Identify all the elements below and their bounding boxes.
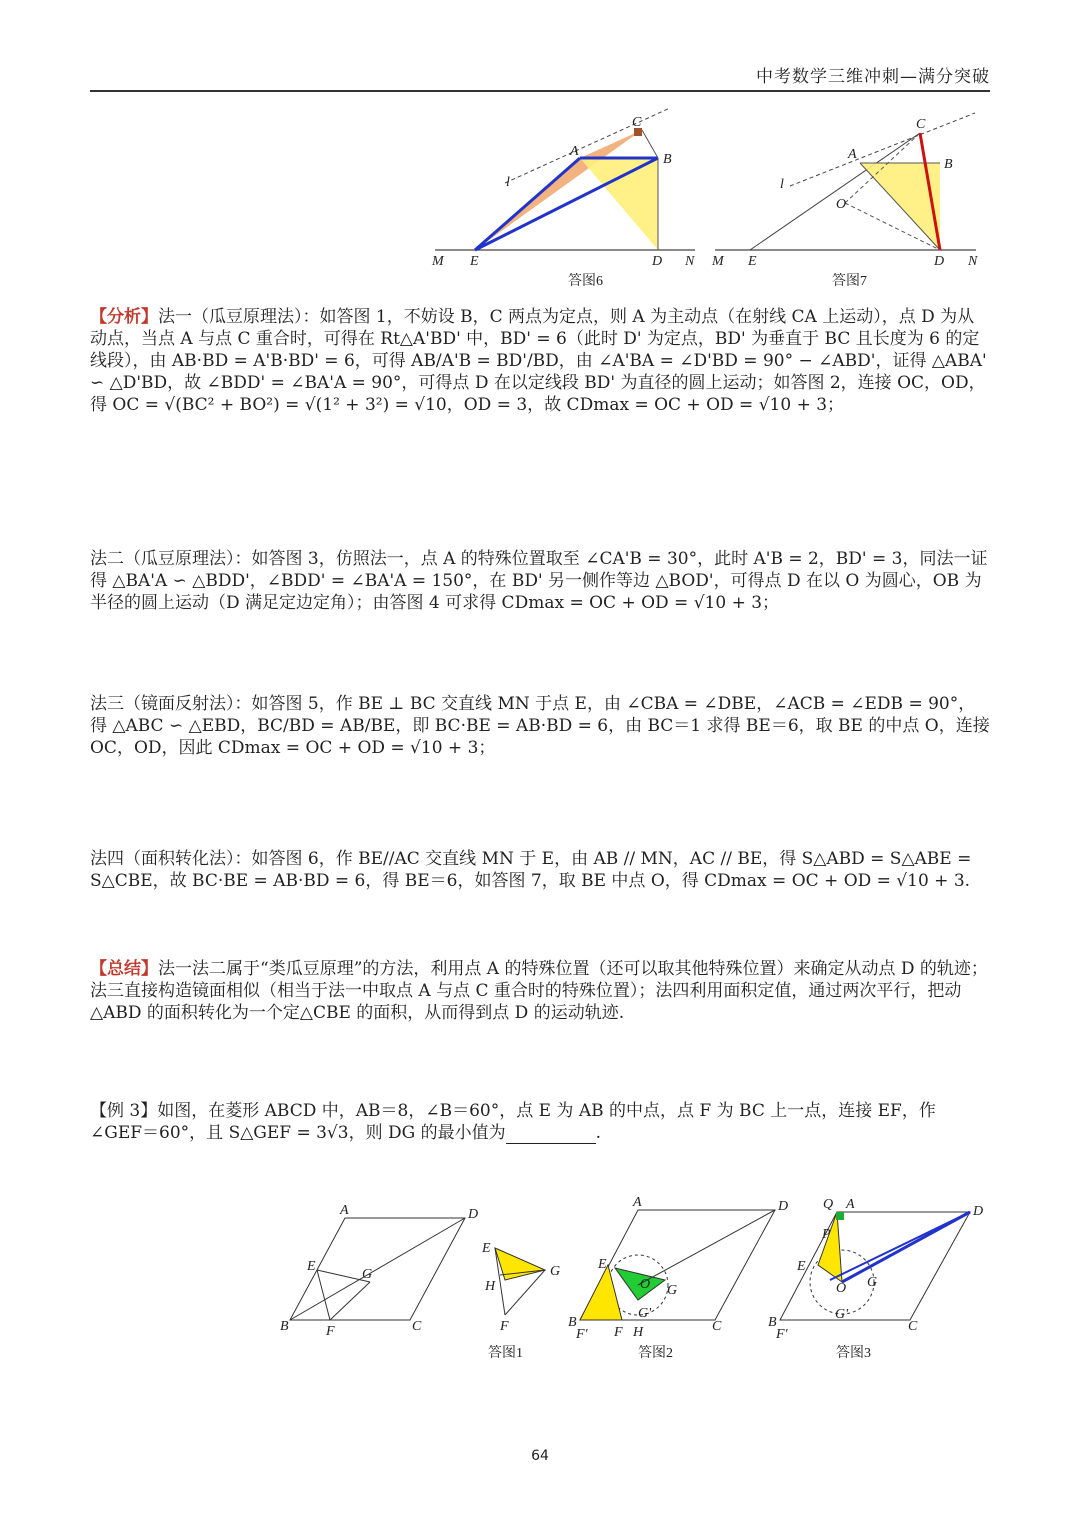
figure-answer-3: [768, 1197, 983, 1361]
svg-text:G': G': [835, 1307, 849, 1322]
figure-main: [280, 1203, 478, 1339]
svg-text:A: A: [340, 1203, 349, 1218]
caption-answer3: 答图3: [836, 1346, 871, 1361]
svg-text:B: B: [568, 1315, 577, 1330]
svg-text:D: D: [973, 1204, 984, 1219]
svg-text:B: B: [280, 1319, 289, 1334]
analysis-method-1: [90, 306, 990, 416]
svg-text:H: H: [633, 1325, 644, 1340]
svg-text:D: D: [468, 1207, 479, 1222]
svg-text:D: D: [934, 254, 945, 269]
svg-text:M: M: [712, 254, 724, 269]
svg-text:P: P: [822, 1227, 831, 1242]
svg-text:C: C: [412, 1319, 422, 1334]
caption-answer1: 答图1: [488, 1346, 523, 1361]
caption-fig6: 答图6: [568, 274, 603, 289]
example-text: 如图，在菱形 ABCD 中，AB＝8，∠B＝60°，点 E 为 AB 的中点，点 F 为 BC 上一点，连接 EF，作 ∠GEF＝60°，且 S△GEF = 3√3，则 DG 的最小值为: [90, 1101, 936, 1143]
svg-text:E: E: [748, 254, 757, 269]
svg-text:G: G: [667, 1283, 678, 1298]
svg-text:D: D: [778, 1199, 789, 1214]
analysis-method-2: 法二（瓜豆原理法）：如答图 3，仿照法一，点 A 的特殊位置取至 ∠CA'B = 30°，此时 A'B = 2，BD' = 3，同法一证得 △BA'A ∽ △BDD'，∠BDD' = ∠BA'A = 150°，在 BD' 另一侧作等边 △BOD'，可得点 D 在以 O 为圆心，OB 为半径的圆上运动（D 满足定边定角）；由答图 4 可求得 CDmax = OC + OD = √10 + 3；: [90, 549, 988, 613]
svg-text:M: M: [432, 254, 444, 269]
svg-text:D: D: [652, 254, 663, 269]
svg-text:A: A: [848, 147, 857, 162]
svg-text:F: F: [614, 1325, 623, 1340]
svg-text:F': F': [776, 1327, 788, 1342]
header-title: 中考数学三维冲刺—满分突破: [756, 67, 990, 87]
svg-text:E: E: [797, 1259, 806, 1274]
svg-text:N: N: [968, 254, 978, 269]
svg-text:B: B: [944, 157, 953, 172]
svg-text:G: G: [362, 1267, 373, 1282]
svg-text:A: A: [570, 144, 579, 159]
example-3: [90, 1100, 990, 1144]
svg-text:E: E: [470, 254, 479, 269]
svg-text:B: B: [768, 1315, 777, 1330]
svg-text:A: A: [633, 1195, 642, 1210]
figure-answer-7: [711, 113, 978, 289]
analysis-tag: 【分析】: [90, 307, 158, 327]
svg-text:G: G: [550, 1264, 561, 1279]
analysis-p1: 法一（瓜豆原理法）：如答图 1，不妨设 B，C 两点为定点，则 A 为主动点（在射线 CA 上运动），点 D 为从动点，当点 A 与点 C 重合时，可得在 Rt△A'BD' 中，BD' = 6（此时 D' 为定点，BD' 为垂直于 BC 且长度为 6 的定线段），由 AB·BD = A'B·BD' = 6，可得 AB/A'B = BD'/BD，由 ∠A'BA = ∠D'BD = 90° − ∠ABD'，证得 △ABA' ∽ △D'BD，故 ∠BDD' = ∠BA'A = 90°，可得点 D 在以定线段 BD' 为直径的圆上运动；如答图 2，连接 OC，OD，得 OC = √(BC² + BO²) = √(1² + 3²) = √10，OD = 3，故 CDmax = OC + OD = √10 + 3；: [90, 307, 987, 415]
summary-paragraph: [90, 958, 990, 1024]
top-figures: [420, 108, 990, 293]
svg-text:l: l: [780, 177, 784, 192]
svg-text:Q: Q: [823, 1197, 834, 1212]
svg-text:C: C: [908, 1319, 918, 1334]
svg-text:O: O: [836, 197, 847, 212]
svg-text:C: C: [712, 1319, 722, 1334]
summary-tag: 【总结】: [90, 959, 158, 979]
svg-text:F': F': [576, 1327, 588, 1342]
svg-text:N: N: [685, 254, 695, 269]
svg-text:H: H: [485, 1279, 496, 1294]
svg-text:C: C: [916, 117, 926, 132]
figure-answer-2: [568, 1195, 788, 1361]
analysis-method-3: 法三（镜面反射法）：如答图 5，作 BE ⊥ BC 交直线 MN 于点 E，由 ∠CBA = ∠DBE，∠ACB = ∠EDB = 90°，得 △ABC ∽ △EBD，BC/BD = AB/BE，即 BC·BE = AB·BD = 6，由 BC＝1 求得 BE＝6，取 BE 的中点 O，连接 OC，OD，因此 CDmax = OC + OD = √10 + 3；: [90, 694, 990, 758]
svg-text:A: A: [846, 1197, 855, 1212]
answer-blank: [506, 1127, 596, 1144]
example-tag: 【例 3】: [90, 1101, 158, 1121]
svg-text:l: l: [506, 175, 510, 190]
svg-text:O: O: [836, 1281, 847, 1296]
svg-text:O: O: [640, 1277, 651, 1292]
svg-text:F: F: [326, 1324, 335, 1339]
svg-text:G': G': [638, 1306, 652, 1321]
bottom-figures: [270, 1190, 990, 1365]
svg-text:E: E: [307, 1259, 316, 1274]
svg-text:C: C: [632, 115, 642, 130]
svg-text:F: F: [500, 1319, 509, 1334]
svg-text:G: G: [867, 1275, 878, 1290]
figure-answer-1: [481, 1241, 560, 1361]
figure-answer-6: [431, 108, 695, 289]
analysis-method-4: 法四（面积转化法）：如答图 6，作 BE//AC 交直线 MN 于 E，由 AB // MN，AC // BE，得 S△ABD = S△ABE = S△CBE，故 BC·BE = AB·BD = 6，得 BE＝6，如答图 7，取 BE 中点 O，得 CDmax = OC + OD = √10 + 3.: [90, 849, 972, 891]
page-header: [90, 60, 990, 92]
caption-fig7: 答图7: [832, 274, 867, 289]
caption-answer2: 答图2: [638, 1346, 673, 1361]
svg-text:E: E: [482, 1241, 491, 1256]
summary-text: 法一法二属于“类瓜豆原理”的方法，利用点 A 的特殊位置（还可以取其他特殊位置）来确定从动点 D 的轨迹；法三直接构造镜面相似（相当于法一中取点 A 与点 C 重合时的特殊位置）；法四利用面积定值，通过两次平行，把动△ABD 的面积转化为一个定△CBE 的面积，从而得到点 D 的运动轨迹.: [90, 959, 988, 1023]
example-tail: .: [595, 1123, 602, 1143]
svg-text:B: B: [663, 152, 672, 167]
svg-text:E: E: [598, 1257, 607, 1272]
page-number: 64: [531, 1448, 549, 1464]
